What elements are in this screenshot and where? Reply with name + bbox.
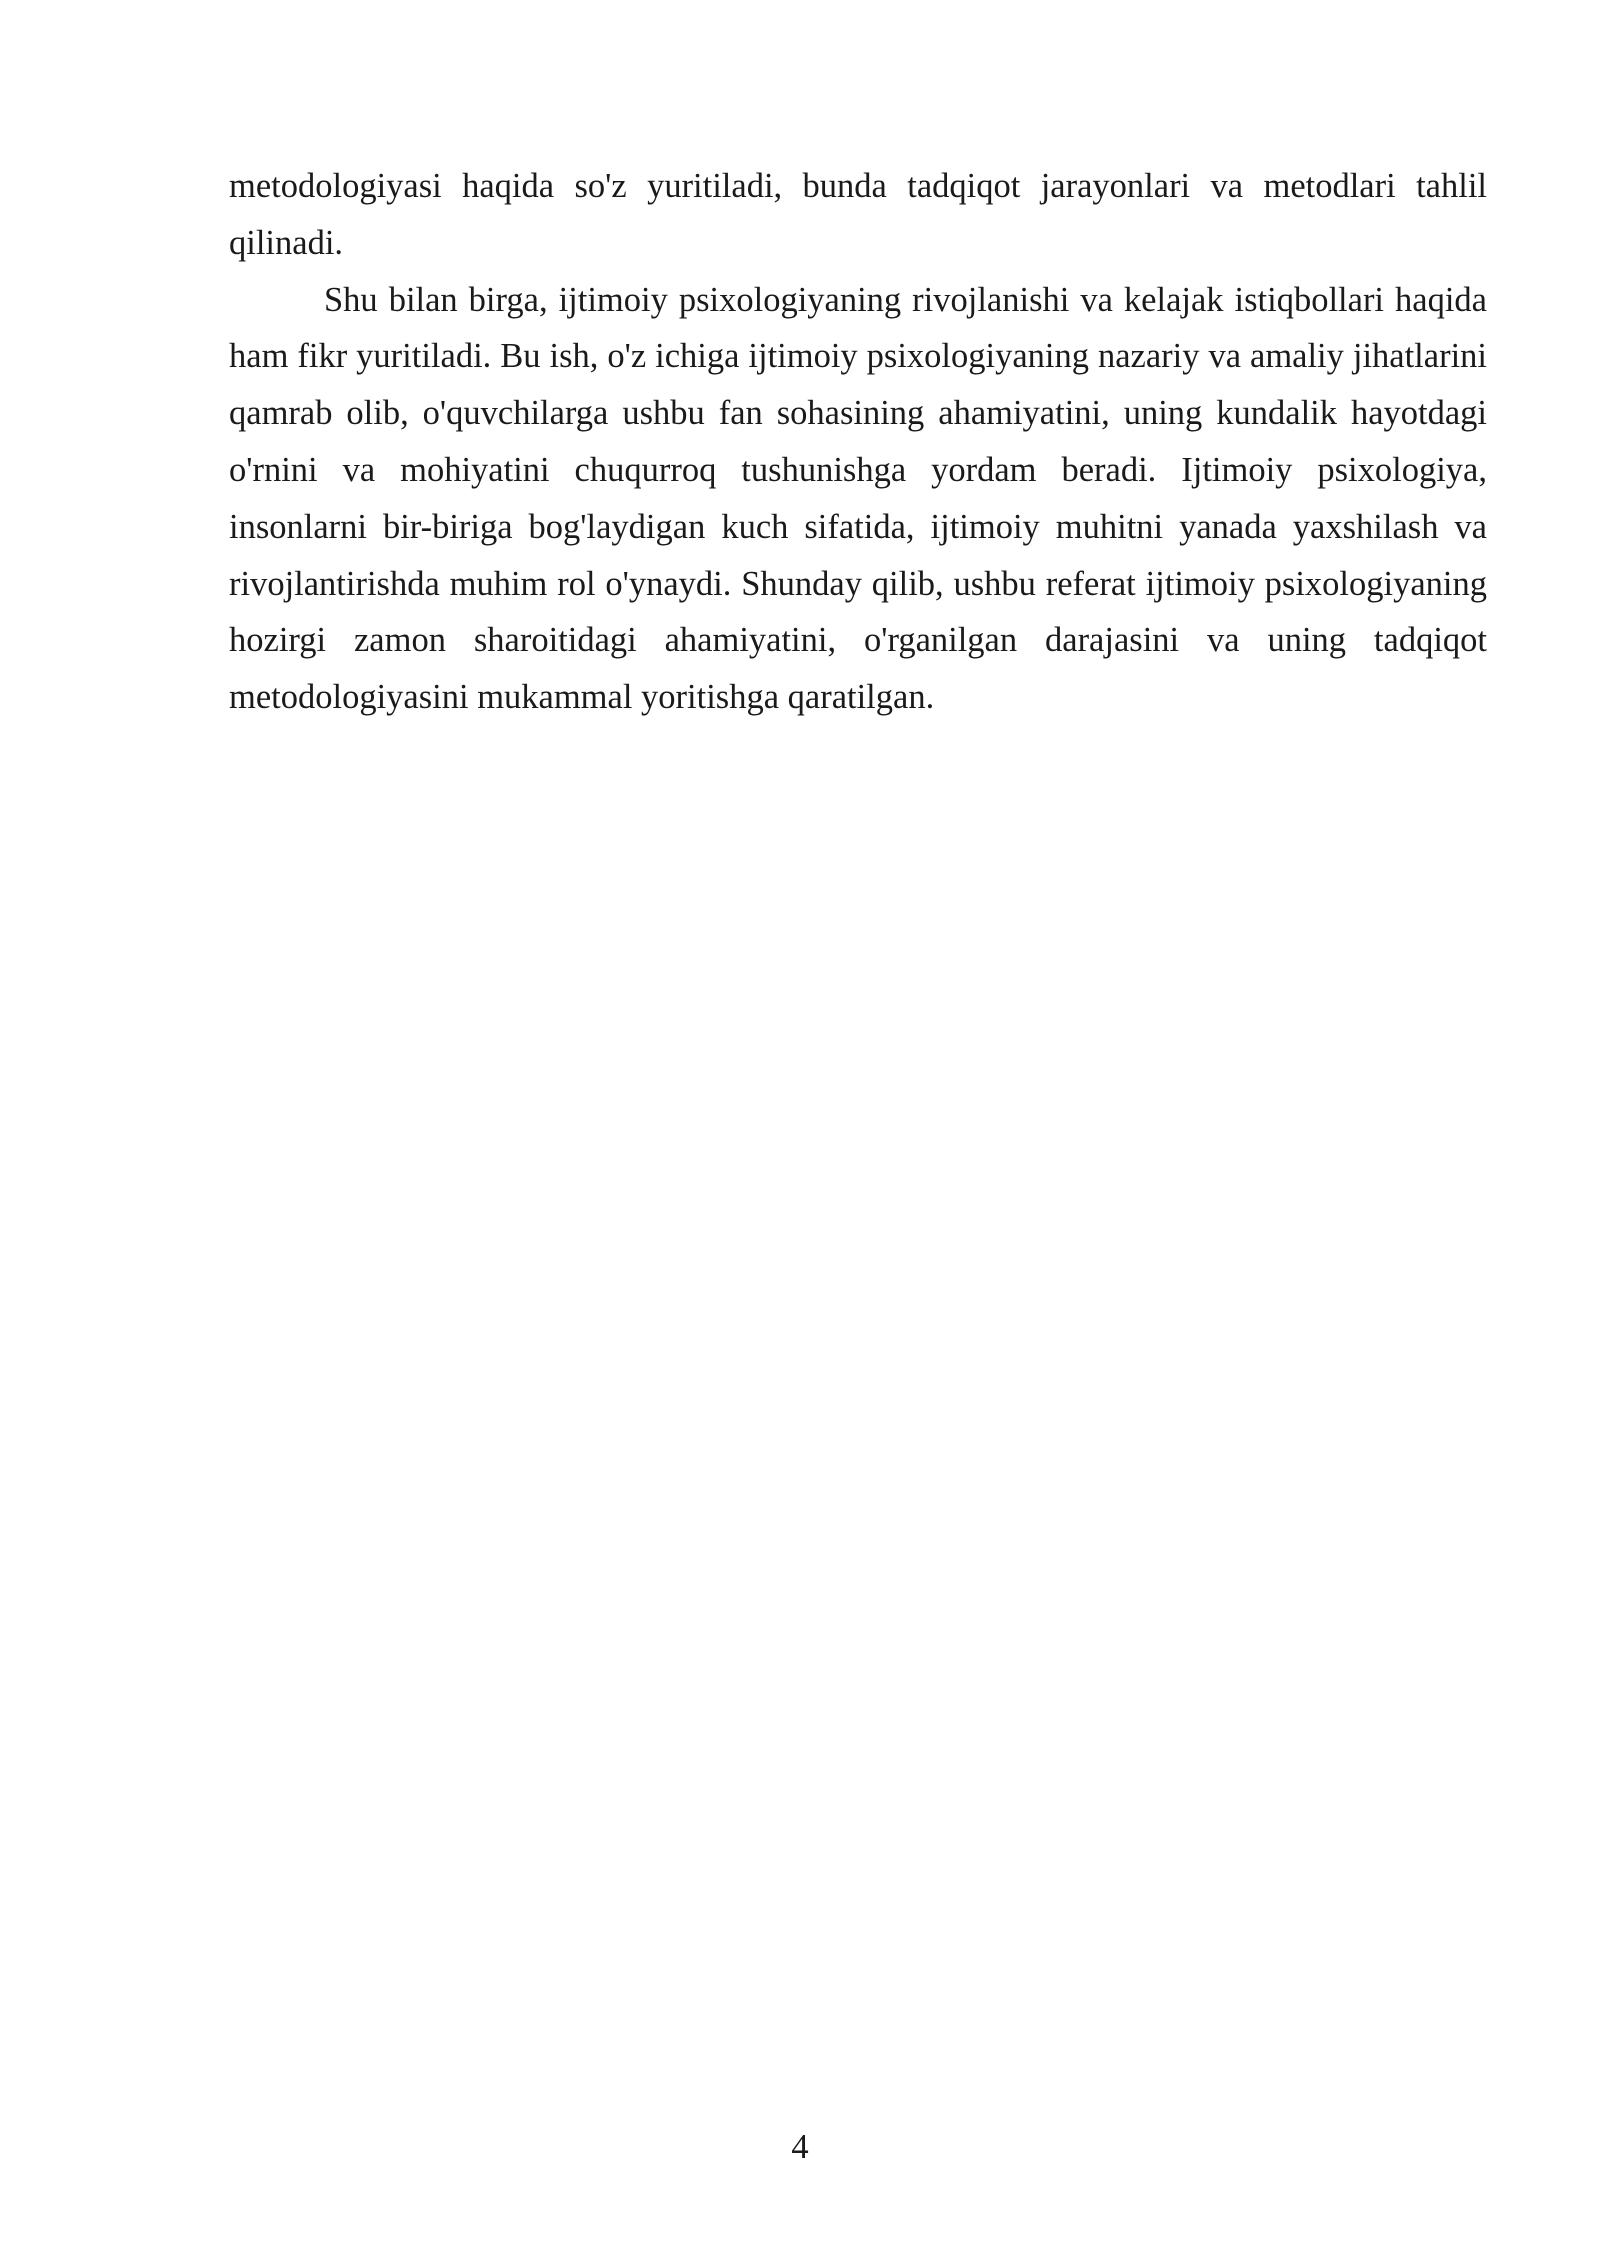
page-number: 4	[791, 2128, 809, 2166]
body-text	[229, 158, 1487, 726]
paragraph-continuation: metodologiyasi haqida so'z yuritiladi, bunda tadqiqot jarayonlari va metodlari tahlil qilinadi.	[229, 167, 1487, 262]
paragraph-main: Shu bilan birga, ijtimoiy psixologiyaning rivojlanishi va kelajak istiqbollari haqida ham fikr yuritiladi. Bu ish, o'z ichiga ijtimoiy psixologiyaning nazariy va amaliy jihatlarini qamrab olib, o'quvchilarga ushbu fan sohasining ahamiyatini, uning kundalik hayotdagi o'rnini va mohiyatini chuqurroq tushunishga yordam beradi. Ijtimoiy psixologiya, insonlarni bir-biriga bog'laydigan kuch sifatida, ijtimoiy muhitni yanada yaxshilash va rivojlantirishda muhim rol o'ynaydi. Shunday qilib, ushbu referat ijtimoiy psixologiyaning hozirgi zamon sharoitidagi ahamiyatini, o'rganilgan darajasini va uning tadqiqot metodologiyasini mukammal yoritishga qaratilgan.	[229, 280, 1487, 717]
